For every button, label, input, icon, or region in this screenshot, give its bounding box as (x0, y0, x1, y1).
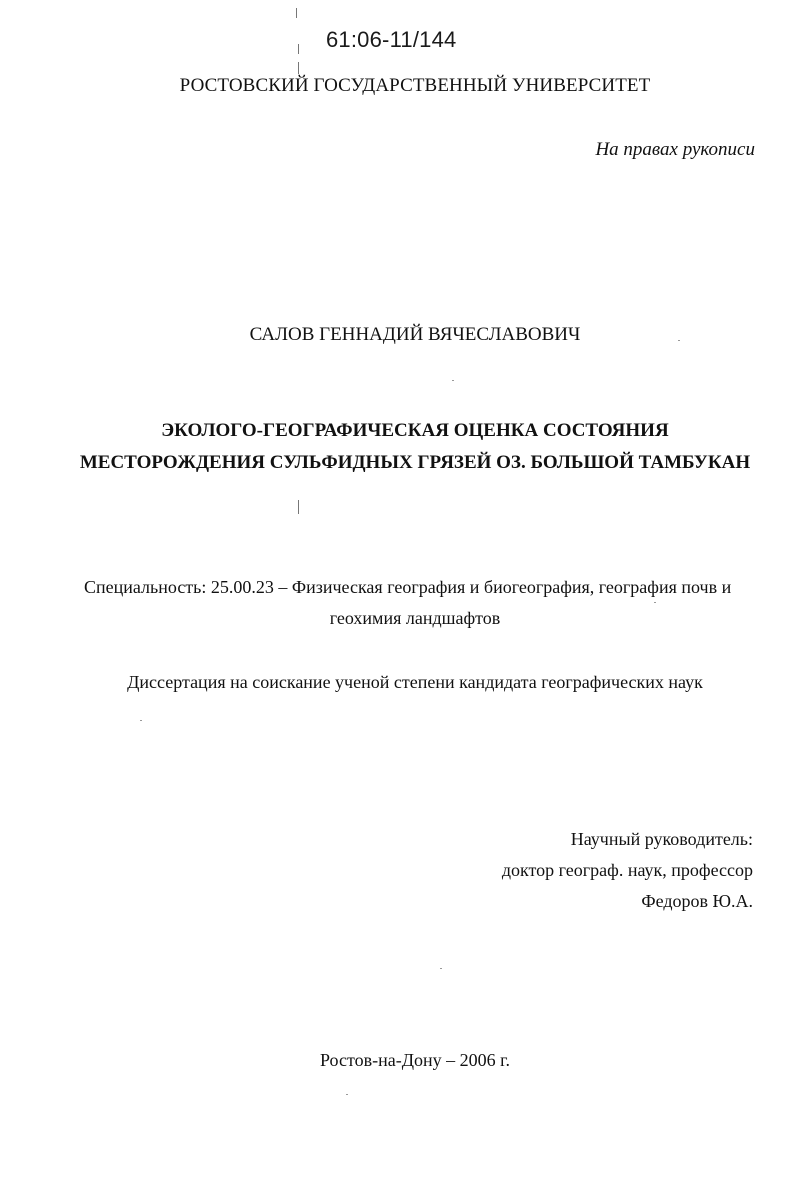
scan-mark (298, 500, 299, 514)
scan-speck (452, 380, 454, 381)
archive-stamp: 61:06-11/144 (326, 27, 457, 52)
specialty-line-2: геохимия ландшафтов (329, 608, 501, 628)
scan-mark (296, 8, 297, 18)
scan-speck (440, 968, 442, 969)
supervisor-name: Федоров Ю.А. (641, 891, 753, 911)
scan-speck (654, 602, 656, 603)
scan-mark (298, 44, 299, 54)
degree-statement: Диссертация на соискание ученой степени кандидата географических наук (127, 672, 703, 692)
supervisor-title: доктор географ. наук, профессор (501, 860, 753, 880)
thesis-title-line-1: ЭКОЛОГО-ГЕОГРАФИЧЕСКАЯ ОЦЕНКА СОСТОЯНИЯ (161, 420, 669, 441)
scan-speck (346, 1094, 348, 1095)
manuscript-note: На правах рукописи (595, 139, 755, 160)
scan-speck (140, 720, 142, 721)
university-name: РОСТОВСКИЙ ГОСУДАРСТВЕННЫЙ УНИВЕРСИТЕТ (179, 75, 651, 96)
supervisor-label: Научный руководитель: (570, 829, 753, 849)
city-year: Ростов-на-Дону – 2006 г. (319, 1050, 510, 1070)
scan-mark (298, 62, 299, 74)
specialty-line-1: Специальность: 25.00.23 – Физическая география и биогеография, география почв и (84, 577, 732, 597)
author-name: САЛОВ ГЕННАДИЙ ВЯЧЕСЛАВОВИЧ (249, 324, 581, 345)
thesis-title-line-2: МЕСТОРОЖДЕНИЯ СУЛЬФИДНЫХ ГРЯЗЕЙ ОЗ. БОЛЬШОЙ ТАМБУКАН (79, 452, 751, 473)
